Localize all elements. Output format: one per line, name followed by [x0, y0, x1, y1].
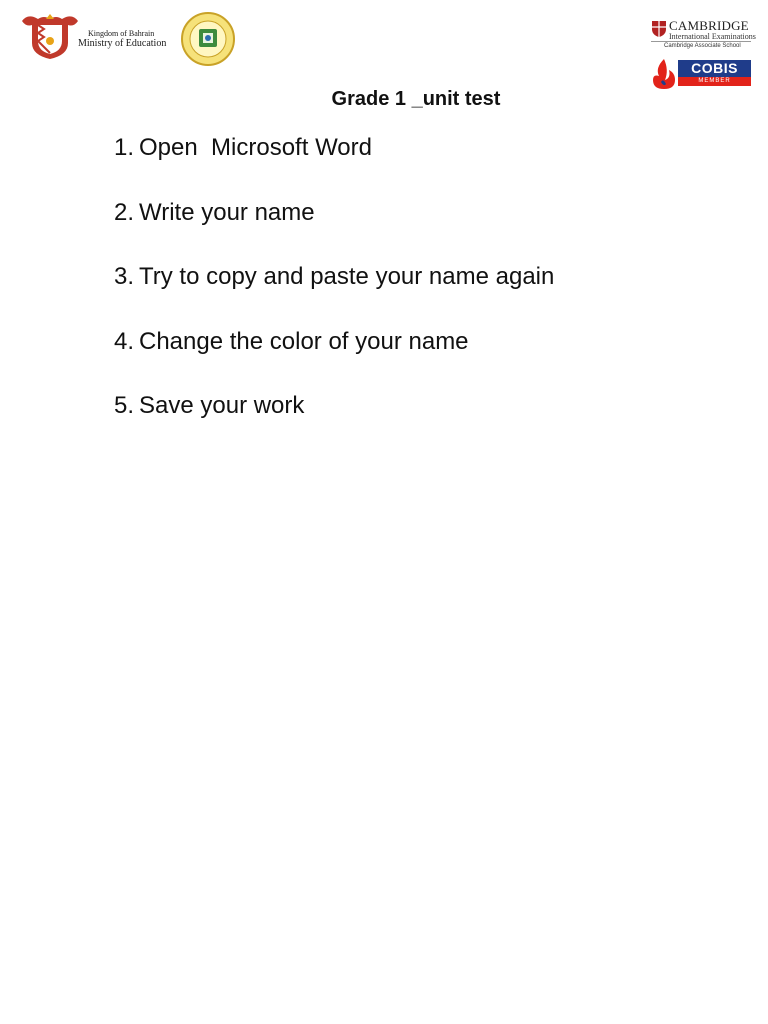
cambridge-shield-icon — [651, 20, 667, 38]
task-list — [114, 133, 555, 456]
bahrain-emblem-icon — [18, 13, 82, 61]
cobis-member-label: MEMBER — [678, 77, 751, 86]
cambridge-subtitle: International Examinations — [669, 32, 756, 41]
page-title: Grade 1 _unit test — [331, 88, 501, 110]
task-text: Write your name — [139, 198, 315, 226]
task-item — [114, 198, 315, 263]
task-text: Open Microsoft Word — [139, 134, 372, 161]
task-item — [114, 391, 305, 456]
task-number: 1. — [114, 134, 135, 161]
cambridge-title: CAMBRIDGE — [669, 18, 749, 33]
task-item — [114, 262, 555, 327]
task-text: Save your work — [139, 392, 305, 419]
task-text: Try to copy and paste your name again — [139, 263, 555, 290]
ministry-label — [78, 30, 166, 49]
cobis-flame-icon — [651, 58, 677, 90]
school-seal-icon — [180, 11, 236, 67]
task-number: 3. — [114, 263, 135, 290]
task-number: 2. — [114, 198, 135, 226]
cambridge-divider — [651, 41, 751, 42]
ministry-line1: Kingdom of Bahrain — [88, 29, 155, 38]
task-text: Change the color of your name — [139, 327, 469, 355]
task-item — [114, 327, 469, 392]
task-number: 4. — [114, 327, 135, 355]
ministry-line2: Ministry of Education — [78, 38, 167, 49]
cobis-name: COBIS — [678, 60, 751, 77]
task-item — [114, 133, 372, 198]
cobis-badge — [678, 60, 751, 86]
task-number: 5. — [114, 392, 135, 419]
cambridge-school-label: Cambridge Associate School — [664, 43, 741, 49]
